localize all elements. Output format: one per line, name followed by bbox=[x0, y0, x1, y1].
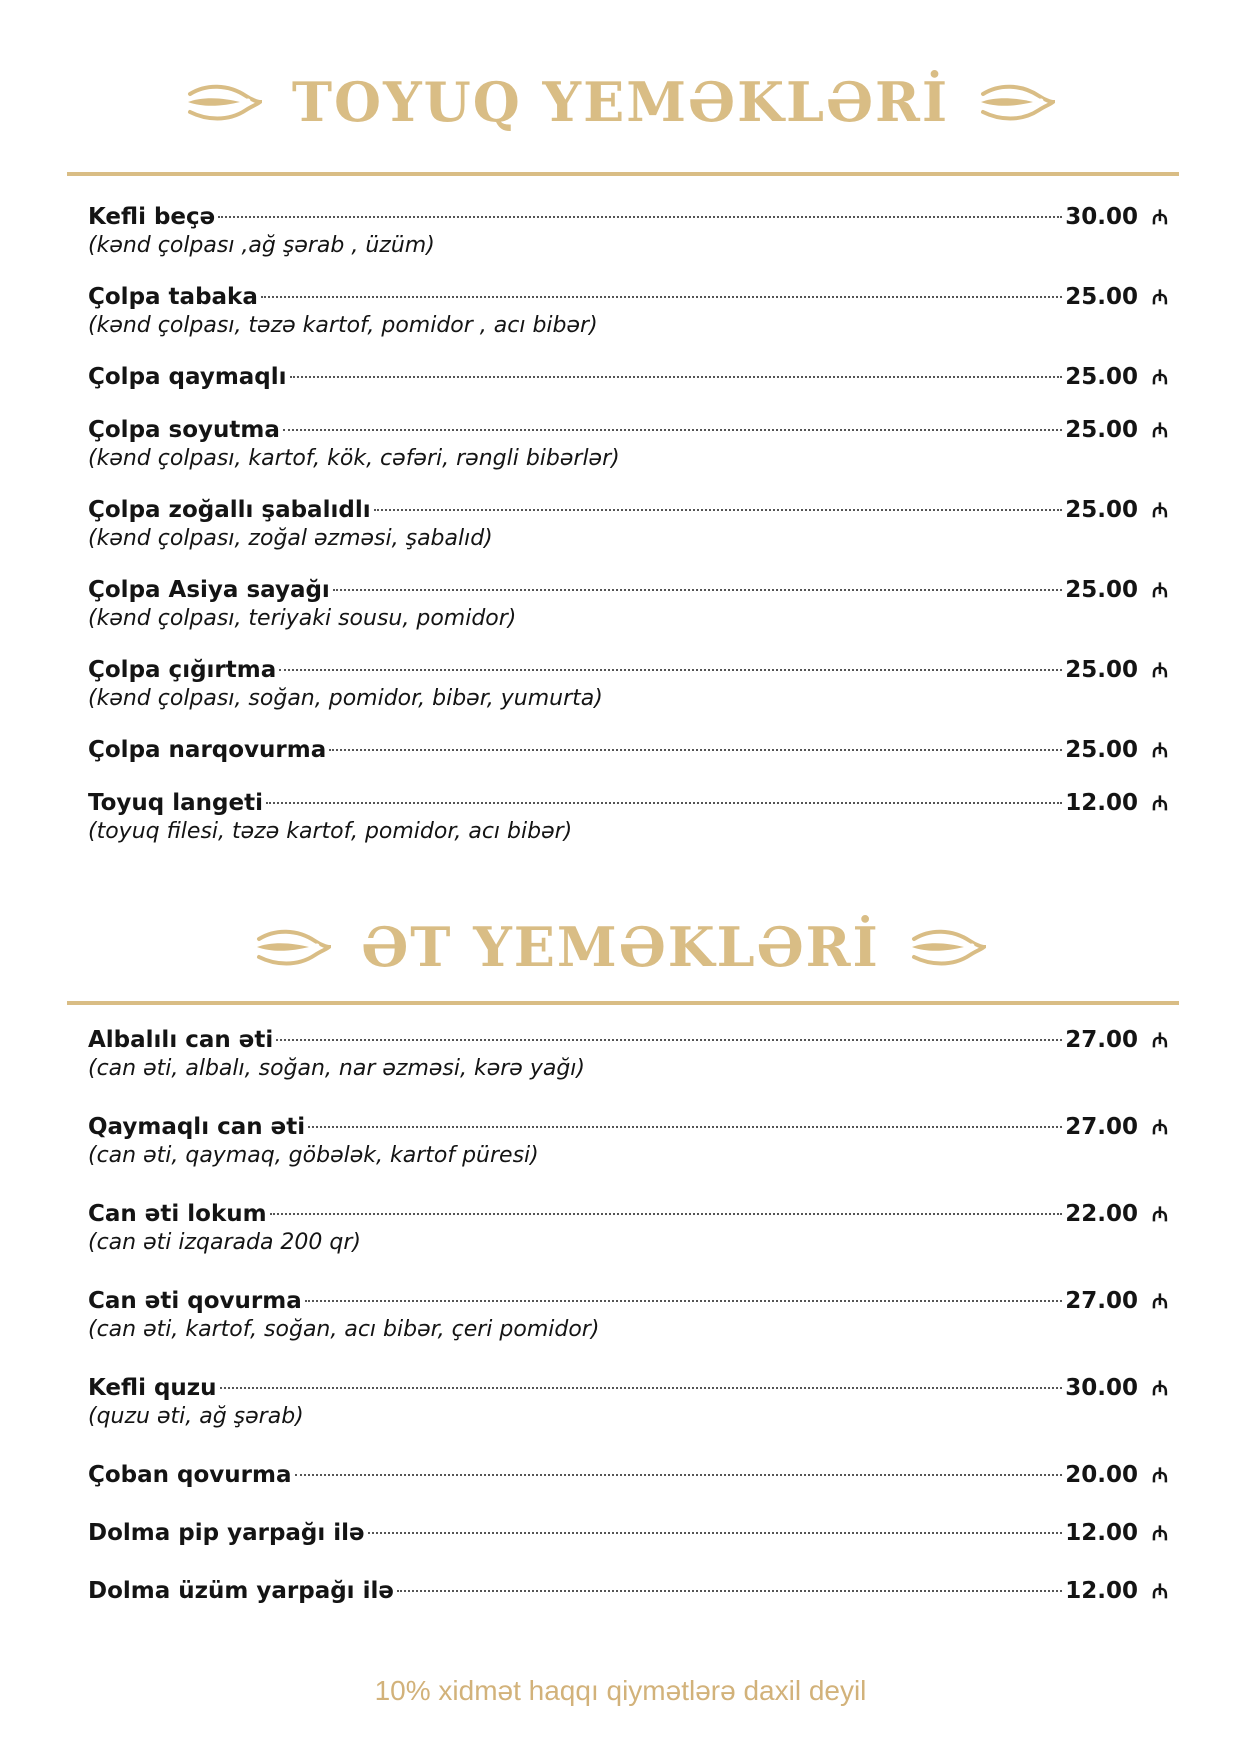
item-name: Çoban qovurma bbox=[88, 1462, 292, 1488]
item-name: Can əti lokum bbox=[88, 1201, 267, 1227]
item-description: (kənd çolpası, soğan, pomidor, bibər, yumurta) bbox=[88, 686, 603, 711]
item-price: 25.00 bbox=[1065, 417, 1138, 443]
currency-icon: ₼ bbox=[1151, 1376, 1169, 1400]
section-divider bbox=[67, 1001, 1179, 1005]
item-name: Çolpa soyutma bbox=[88, 417, 280, 443]
dot-leader bbox=[266, 802, 1062, 804]
item-name: Albalılı can əti bbox=[88, 1027, 274, 1053]
menu-item bbox=[88, 575, 1170, 633]
currency-icon: ₼ bbox=[1151, 1289, 1169, 1313]
currency-icon: ₼ bbox=[1151, 1463, 1169, 1487]
section-title: ƏT YEMƏKLƏRİ bbox=[361, 915, 880, 979]
dot-leader bbox=[270, 1213, 1063, 1215]
item-name: Çolpa tabaka bbox=[88, 284, 258, 310]
menu-item bbox=[88, 1025, 1170, 1083]
item-price: 27.00 bbox=[1065, 1027, 1138, 1053]
menu-item bbox=[88, 1112, 1170, 1170]
currency-icon: ₼ bbox=[1151, 1028, 1169, 1052]
item-description: (kənd çolpası ,ağ şərab , üzüm) bbox=[88, 233, 435, 258]
item-price: 12.00 bbox=[1065, 1578, 1138, 1604]
section-header-meat bbox=[0, 915, 1241, 979]
menu-item bbox=[88, 788, 1170, 846]
item-description: (can əti, qaymaq, göbələk, kartof püresi) bbox=[88, 1143, 539, 1168]
dot-leader bbox=[283, 429, 1062, 431]
item-price: 12.00 bbox=[1065, 1520, 1138, 1546]
item-description: (can əti, kartof, soğan, acı bibər, çeri pomidor) bbox=[88, 1317, 600, 1342]
item-price: 25.00 bbox=[1065, 497, 1138, 523]
currency-icon: ₼ bbox=[1151, 365, 1169, 389]
menu-item bbox=[88, 1518, 1170, 1548]
dot-leader bbox=[368, 1532, 1063, 1534]
currency-icon: ₼ bbox=[1151, 418, 1169, 442]
menu-item bbox=[88, 415, 1170, 473]
item-price: 22.00 bbox=[1065, 1201, 1138, 1227]
item-name: Toyuq langeti bbox=[88, 790, 263, 816]
item-description: (kənd çolpası, zoğal əzməsi, şabalıd) bbox=[88, 526, 493, 551]
menu-item bbox=[88, 282, 1170, 340]
menu-item bbox=[88, 362, 1170, 392]
dot-leader bbox=[333, 589, 1062, 591]
item-price: 25.00 bbox=[1065, 577, 1138, 603]
menu-item bbox=[88, 1460, 1170, 1490]
item-name: Dolma pip yarpağı ilə bbox=[88, 1520, 365, 1546]
menu-item bbox=[88, 735, 1170, 765]
item-price: 30.00 bbox=[1065, 204, 1138, 230]
item-price: 25.00 bbox=[1065, 737, 1138, 763]
currency-icon: ₼ bbox=[1151, 658, 1169, 682]
item-name: Can əti qovurma bbox=[88, 1288, 302, 1314]
item-price: 25.00 bbox=[1065, 284, 1138, 310]
currency-icon: ₼ bbox=[1151, 1521, 1169, 1545]
currency-icon: ₼ bbox=[1151, 498, 1169, 522]
menu-item bbox=[88, 655, 1170, 713]
service-charge-note: 10% xidmət haqqı qiymətlərə daxil deyil bbox=[374, 1675, 867, 1706]
item-description: (kənd çolpası, təzə kartof, pomidor , acı bibər) bbox=[88, 313, 598, 338]
currency-icon: ₼ bbox=[1151, 285, 1169, 309]
section-header-chicken bbox=[0, 70, 1241, 134]
item-price: 25.00 bbox=[1065, 657, 1138, 683]
currency-icon: ₼ bbox=[1151, 1579, 1169, 1603]
currency-icon: ₼ bbox=[1151, 791, 1169, 815]
currency-icon: ₼ bbox=[1151, 578, 1169, 602]
item-description: (quzu əti, ağ şərab) bbox=[88, 1404, 304, 1429]
dot-leader bbox=[308, 1126, 1062, 1128]
item-name: Qaymaqlı can əti bbox=[88, 1114, 306, 1140]
currency-icon: ₼ bbox=[1151, 738, 1169, 762]
fish-icon bbox=[186, 80, 262, 124]
dot-leader bbox=[305, 1300, 1063, 1302]
item-price: 20.00 bbox=[1065, 1462, 1138, 1488]
menu-item bbox=[88, 202, 1170, 260]
item-price: 30.00 bbox=[1065, 1375, 1138, 1401]
item-description: (toyuq filesi, təzə kartof, pomidor, acı bibər) bbox=[88, 819, 573, 844]
item-description: (kənd çolpası, teriyaki sousu, pomidor) bbox=[88, 606, 517, 631]
item-price: 12.00 bbox=[1065, 790, 1138, 816]
menu-item bbox=[88, 1199, 1170, 1257]
section-title: TOYUQ YEMƏKLƏRİ bbox=[291, 70, 950, 134]
item-name: Kefli quzu bbox=[88, 1375, 217, 1401]
dot-leader bbox=[290, 376, 1063, 378]
fish-icon bbox=[979, 80, 1055, 124]
fish-icon bbox=[910, 925, 986, 969]
item-name: Çolpa narqovurma bbox=[88, 737, 327, 763]
item-name: Çolpa qaymaqlı bbox=[88, 364, 287, 390]
currency-icon: ₼ bbox=[1151, 205, 1169, 229]
dot-leader bbox=[295, 1474, 1063, 1476]
currency-icon: ₼ bbox=[1151, 1115, 1169, 1139]
item-price: 25.00 bbox=[1065, 364, 1138, 390]
section-divider bbox=[67, 172, 1179, 176]
item-name: Çolpa çığırtma bbox=[88, 657, 277, 683]
menu-item bbox=[88, 495, 1170, 553]
item-price: 27.00 bbox=[1065, 1288, 1138, 1314]
dot-leader bbox=[397, 1590, 1062, 1592]
menu-item bbox=[88, 1373, 1170, 1431]
item-description: (can əti izqarada 200 qr) bbox=[88, 1230, 362, 1255]
item-description: (can əti, albalı, soğan, nar əzməsi, kərə yağı) bbox=[88, 1056, 585, 1081]
menu-item bbox=[88, 1576, 1170, 1606]
dot-leader bbox=[279, 669, 1062, 671]
item-name: Dolma üzüm yarpağı ilə bbox=[88, 1578, 394, 1604]
item-name: Çolpa zoğallı şabalıdlı bbox=[88, 497, 371, 523]
dot-leader bbox=[329, 749, 1062, 751]
item-description: (kənd çolpası, kartof, kök, cəfəri, rəngli bibərlər) bbox=[88, 446, 620, 471]
dot-leader bbox=[220, 1387, 1063, 1389]
dot-leader bbox=[374, 509, 1063, 511]
fish-icon bbox=[255, 925, 331, 969]
menu-item bbox=[88, 1286, 1170, 1344]
dot-leader bbox=[218, 216, 1062, 218]
dot-leader bbox=[261, 296, 1062, 298]
currency-icon: ₼ bbox=[1151, 1202, 1169, 1226]
item-name: Çolpa Asiya sayağı bbox=[88, 577, 330, 603]
item-price: 27.00 bbox=[1065, 1114, 1138, 1140]
dot-leader bbox=[276, 1039, 1062, 1041]
item-name: Kefli beçə bbox=[88, 204, 216, 230]
